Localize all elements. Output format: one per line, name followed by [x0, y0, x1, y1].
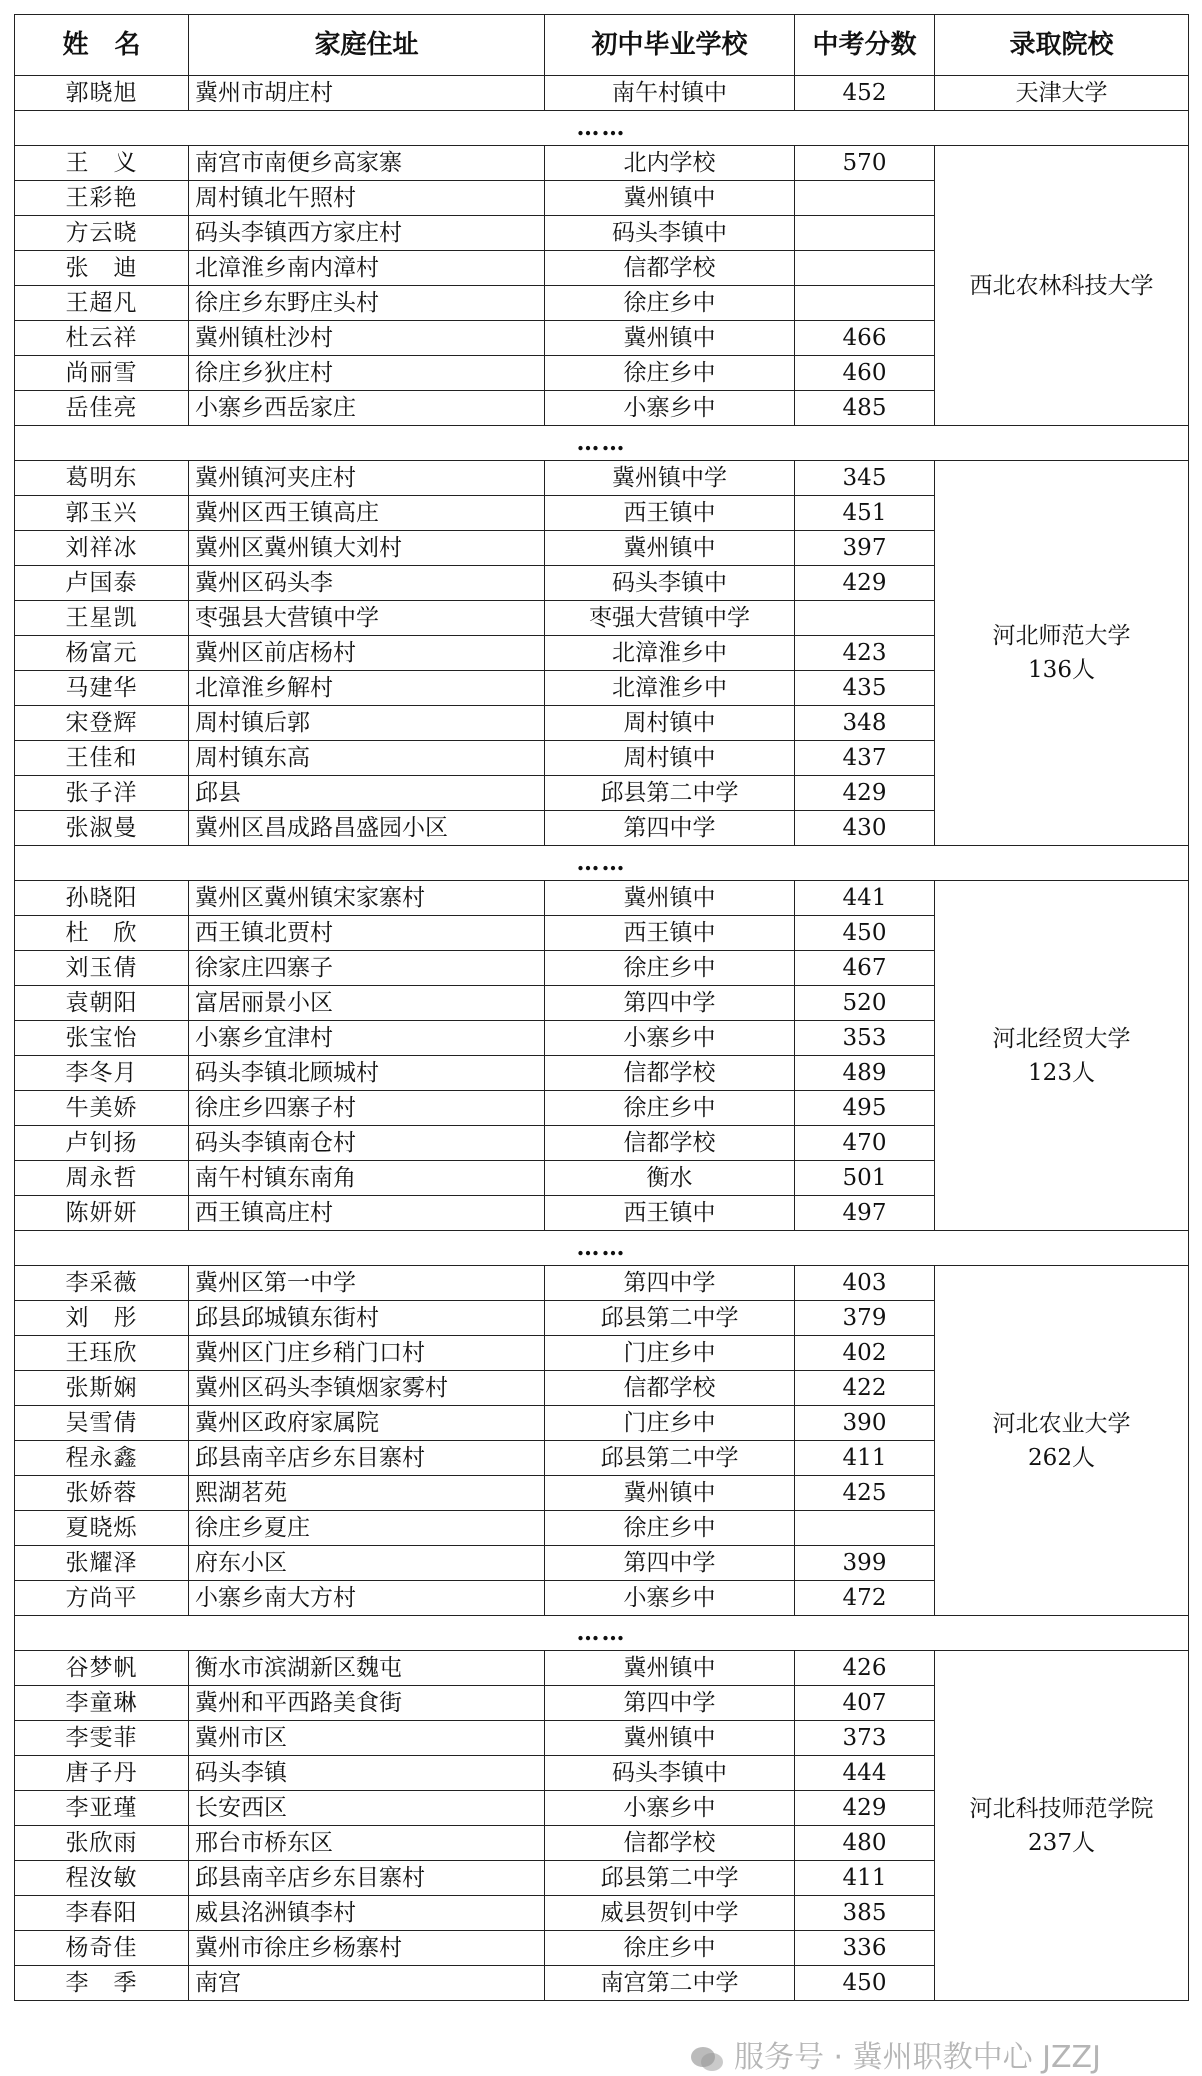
table-row — [15, 1266, 1189, 1301]
cell-address: 府东小区 — [189, 1546, 545, 1581]
cell-school: 南宫第二中学 — [545, 1966, 795, 2001]
cell-school: 小寨乡中 — [545, 1021, 795, 1056]
cell-name: 杜云祥 — [15, 321, 189, 356]
cell-score: 520 — [795, 986, 935, 1021]
cell-name: 杜 欣 — [15, 916, 189, 951]
cell-score: 441 — [795, 881, 935, 916]
cell-name: 谷梦帆 — [15, 1651, 189, 1686]
cell-university — [935, 881, 1189, 1231]
cell-school: 邱县第二中学 — [545, 1301, 795, 1336]
table-header-row — [15, 15, 1189, 76]
cell-score: 437 — [795, 741, 935, 776]
cell-name: 葛明东 — [15, 461, 189, 496]
cell-school: 冀州镇中 — [545, 1721, 795, 1756]
cell-name: 卢钊扬 — [15, 1126, 189, 1161]
cell-school: 冀州镇中 — [545, 1476, 795, 1511]
ellipsis-row — [15, 1231, 1189, 1266]
watermark-text: 服务号 · 冀州职教中心 JZZJ — [734, 2040, 1101, 2075]
cell-school: 门庄乡中 — [545, 1336, 795, 1371]
table-row — [15, 461, 1189, 496]
cell-score: 402 — [795, 1336, 935, 1371]
cell-score: 397 — [795, 531, 935, 566]
cell-name: 马建华 — [15, 671, 189, 706]
cell-score: 495 — [795, 1091, 935, 1126]
cell-name: 夏晓烁 — [15, 1511, 189, 1546]
cell-address: 码头李镇西方家庄村 — [189, 216, 545, 251]
university-name: 河北农业大学 — [992, 1410, 1131, 1437]
cell-address: 北漳淮乡南内漳村 — [189, 251, 545, 286]
cell-name: 袁朝阳 — [15, 986, 189, 1021]
cell-address: 北漳淮乡解村 — [189, 671, 545, 706]
cell-score: 423 — [795, 636, 935, 671]
cell-name: 郭晓旭 — [15, 76, 189, 111]
cell-name: 方尚平 — [15, 1581, 189, 1616]
cell-name: 李 季 — [15, 1966, 189, 2001]
cell-name: 张娇蓉 — [15, 1476, 189, 1511]
cell-name: 张欣雨 — [15, 1826, 189, 1861]
cell-address: 冀州区码头李 — [189, 566, 545, 601]
cell-address: 南午村镇东南角 — [189, 1161, 545, 1196]
university-name: 西北农林科技大学 — [969, 272, 1154, 299]
cell-name: 王星凯 — [15, 601, 189, 636]
cell-school: 徐庄乡中 — [545, 356, 795, 391]
table-row — [15, 881, 1189, 916]
cell-school: 邱县第二中学 — [545, 776, 795, 811]
cell-name: 刘 彤 — [15, 1301, 189, 1336]
cell-address: 冀州镇河夹庄村 — [189, 461, 545, 496]
cell-score: 426 — [795, 1651, 935, 1686]
cell-score: 429 — [795, 776, 935, 811]
cell-school: 第四中学 — [545, 986, 795, 1021]
ellipsis-row — [15, 426, 1189, 461]
cell-score: 466 — [795, 321, 935, 356]
cell-address: 熙湖茗苑 — [189, 1476, 545, 1511]
cell-address: 邱县 — [189, 776, 545, 811]
cell-name: 李亚瑾 — [15, 1791, 189, 1826]
cell-school: 南午村镇中 — [545, 76, 795, 111]
cell-score — [795, 286, 935, 321]
cell-address: 徐庄乡狄庄村 — [189, 356, 545, 391]
header-address: 家庭住址 — [189, 15, 545, 76]
university-count: 262人 — [1028, 1444, 1095, 1471]
cell-score: 467 — [795, 951, 935, 986]
ellipsis-cell: …… — [15, 846, 1189, 881]
cell-university — [935, 1266, 1189, 1616]
cell-score: 411 — [795, 1441, 935, 1476]
cell-school: 周村镇中 — [545, 706, 795, 741]
cell-address: 威县洺洲镇李村 — [189, 1896, 545, 1931]
cell-score: 451 — [795, 496, 935, 531]
cell-address: 冀州区昌成路昌盛园小区 — [189, 811, 545, 846]
cell-address: 南宫市南便乡高家寨 — [189, 146, 545, 181]
table-row — [15, 1651, 1189, 1686]
cell-name: 王 义 — [15, 146, 189, 181]
cell-name: 李童琳 — [15, 1686, 189, 1721]
cell-school: 徐庄乡中 — [545, 1931, 795, 1966]
cell-university — [935, 461, 1189, 846]
cell-address: 周村镇后郭 — [189, 706, 545, 741]
cell-school: 西王镇中 — [545, 496, 795, 531]
header-name: 姓 名 — [15, 15, 189, 76]
cell-score: 497 — [795, 1196, 935, 1231]
watermark — [690, 2032, 1101, 2076]
cell-name: 张宝怡 — [15, 1021, 189, 1056]
cell-address: 冀州镇杜沙村 — [189, 321, 545, 356]
cell-address: 徐庄乡四寨子村 — [189, 1091, 545, 1126]
cell-address: 邱县南辛店乡东目寨村 — [189, 1441, 545, 1476]
cell-name: 牛美娇 — [15, 1091, 189, 1126]
ellipsis-cell: …… — [15, 111, 1189, 146]
cell-address: 冀州区西王镇高庄 — [189, 496, 545, 531]
cell-school: 冀州镇中 — [545, 181, 795, 216]
cell-name: 李采薇 — [15, 1266, 189, 1301]
cell-address: 冀州区门庄乡稍门口村 — [189, 1336, 545, 1371]
cell-school: 冀州镇中 — [545, 531, 795, 566]
cell-school: 西王镇中 — [545, 1196, 795, 1231]
cell-name: 张 迪 — [15, 251, 189, 286]
cell-school: 冀州镇中 — [545, 881, 795, 916]
cell-name: 王超凡 — [15, 286, 189, 321]
cell-score: 435 — [795, 671, 935, 706]
cell-address: 冀州市徐庄乡杨寨村 — [189, 1931, 545, 1966]
cell-score: 345 — [795, 461, 935, 496]
cell-school: 徐庄乡中 — [545, 1091, 795, 1126]
cell-name: 张子洋 — [15, 776, 189, 811]
cell-name: 王彩艳 — [15, 181, 189, 216]
cell-school: 冀州镇中 — [545, 321, 795, 356]
cell-address: 小寨乡宜津村 — [189, 1021, 545, 1056]
cell-score: 379 — [795, 1301, 935, 1336]
cell-score: 489 — [795, 1056, 935, 1091]
cell-address: 周村镇北午照村 — [189, 181, 545, 216]
cell-address: 冀州市区 — [189, 1721, 545, 1756]
cell-address: 西王镇北贾村 — [189, 916, 545, 951]
cell-score: 472 — [795, 1581, 935, 1616]
cell-school: 邱县第二中学 — [545, 1861, 795, 1896]
cell-score: 429 — [795, 1791, 935, 1826]
cell-score: 353 — [795, 1021, 935, 1056]
cell-score — [795, 251, 935, 286]
cell-school: 北漳淮乡中 — [545, 671, 795, 706]
cell-school: 邱县第二中学 — [545, 1441, 795, 1476]
university-name: 河北科技师范学院 — [969, 1795, 1154, 1822]
ellipsis-cell: …… — [15, 1231, 1189, 1266]
admission-list-sheet — [14, 14, 1188, 2001]
cell-score: 460 — [795, 356, 935, 391]
cell-name: 王珏欣 — [15, 1336, 189, 1371]
cell-score: 444 — [795, 1756, 935, 1791]
cell-score: 470 — [795, 1126, 935, 1161]
cell-address: 冀州区冀州镇宋家寨村 — [189, 881, 545, 916]
cell-school: 信都学校 — [545, 1056, 795, 1091]
cell-score: 450 — [795, 916, 935, 951]
university-count: 123人 — [1028, 1059, 1095, 1086]
cell-school: 冀州镇中 — [545, 1651, 795, 1686]
cell-name: 唐子丹 — [15, 1756, 189, 1791]
cell-score: 407 — [795, 1686, 935, 1721]
cell-score — [795, 1511, 935, 1546]
header-score: 中考分数 — [795, 15, 935, 76]
cell-name: 李冬月 — [15, 1056, 189, 1091]
cell-address: 枣强县大营镇中学 — [189, 601, 545, 636]
cell-name: 卢国泰 — [15, 566, 189, 601]
cell-address: 码头李镇 — [189, 1756, 545, 1791]
cell-address: 徐庄乡东野庄头村 — [189, 286, 545, 321]
ellipsis-row — [15, 111, 1189, 146]
cell-school: 小寨乡中 — [545, 1791, 795, 1826]
cell-name: 岳佳亮 — [15, 391, 189, 426]
cell-name: 张淑曼 — [15, 811, 189, 846]
cell-school: 第四中学 — [545, 1686, 795, 1721]
cell-name: 周永哲 — [15, 1161, 189, 1196]
cell-address: 冀州区码头李镇烟家雾村 — [189, 1371, 545, 1406]
ellipsis-cell: …… — [15, 1616, 1189, 1651]
table-row — [15, 146, 1189, 181]
cell-score — [795, 181, 935, 216]
cell-score: 570 — [795, 146, 935, 181]
cell-address: 小寨乡西岳家庄 — [189, 391, 545, 426]
cell-score: 450 — [795, 1966, 935, 2001]
table-body — [15, 76, 1189, 2001]
cell-score: 501 — [795, 1161, 935, 1196]
cell-address: 富居丽景小区 — [189, 986, 545, 1021]
cell-address: 南宫 — [189, 1966, 545, 2001]
cell-address: 衡水市滨湖新区魏屯 — [189, 1651, 545, 1686]
cell-school: 码头李镇中 — [545, 216, 795, 251]
university-count: 237人 — [1028, 1829, 1095, 1856]
cell-name: 杨富元 — [15, 636, 189, 671]
cell-name: 刘祥冰 — [15, 531, 189, 566]
cell-school: 冀州镇中学 — [545, 461, 795, 496]
cell-score: 425 — [795, 1476, 935, 1511]
cell-school: 小寨乡中 — [545, 1581, 795, 1616]
cell-school: 西王镇中 — [545, 916, 795, 951]
cell-school: 小寨乡中 — [545, 391, 795, 426]
university-name: 天津大学 — [1015, 80, 1108, 106]
cell-address: 冀州区政府家属院 — [189, 1406, 545, 1441]
cell-address: 冀州区冀州镇大刘村 — [189, 531, 545, 566]
cell-school: 徐庄乡中 — [545, 951, 795, 986]
university-name: 河北经贸大学 — [992, 1025, 1131, 1052]
cell-address: 西王镇高庄村 — [189, 1196, 545, 1231]
cell-score: 336 — [795, 1931, 935, 1966]
cell-name: 陈妍妍 — [15, 1196, 189, 1231]
cell-university — [935, 1651, 1189, 2001]
cell-address: 邱县邱城镇东街村 — [189, 1301, 545, 1336]
cell-address: 周村镇东高 — [189, 741, 545, 776]
cell-name: 方云晓 — [15, 216, 189, 251]
university-name: 河北师范大学 — [992, 623, 1131, 649]
table-row — [15, 76, 1189, 111]
cell-school: 信都学校 — [545, 1826, 795, 1861]
cell-name: 郭玉兴 — [15, 496, 189, 531]
header-school: 初中毕业学校 — [545, 15, 795, 76]
cell-score: 348 — [795, 706, 935, 741]
cell-school: 衡水 — [545, 1161, 795, 1196]
cell-school: 第四中学 — [545, 811, 795, 846]
cell-address: 冀州市胡庄村 — [189, 76, 545, 111]
cell-name: 张耀泽 — [15, 1546, 189, 1581]
cell-score: 373 — [795, 1721, 935, 1756]
cell-name: 吴雪倩 — [15, 1406, 189, 1441]
ellipsis-row — [15, 846, 1189, 881]
cell-address: 冀州区第一中学 — [189, 1266, 545, 1301]
cell-score: 452 — [795, 76, 935, 111]
university-count: 136人 — [1028, 657, 1095, 683]
cell-name: 张斯娴 — [15, 1371, 189, 1406]
cell-score: 385 — [795, 1896, 935, 1931]
admission-table — [14, 14, 1189, 2001]
cell-score: 480 — [795, 1826, 935, 1861]
cell-school: 信都学校 — [545, 1371, 795, 1406]
cell-school: 北内学校 — [545, 146, 795, 181]
cell-address: 邱县南辛店乡东目寨村 — [189, 1861, 545, 1896]
cell-name: 宋登辉 — [15, 706, 189, 741]
cell-school: 第四中学 — [545, 1546, 795, 1581]
cell-school: 北漳淮乡中 — [545, 636, 795, 671]
ellipsis-cell: …… — [15, 426, 1189, 461]
cell-score — [795, 601, 935, 636]
cell-score: 399 — [795, 1546, 935, 1581]
cell-school: 门庄乡中 — [545, 1406, 795, 1441]
cell-address: 冀州和平西路美食街 — [189, 1686, 545, 1721]
cell-name: 尚丽雪 — [15, 356, 189, 391]
cell-school: 码头李镇中 — [545, 566, 795, 601]
cell-school: 信都学校 — [545, 1126, 795, 1161]
cell-school: 第四中学 — [545, 1266, 795, 1301]
cell-school: 枣强大营镇中学 — [545, 601, 795, 636]
cell-name: 孙晓阳 — [15, 881, 189, 916]
cell-score: 411 — [795, 1861, 935, 1896]
cell-school: 码头李镇中 — [545, 1756, 795, 1791]
cell-school: 徐庄乡中 — [545, 286, 795, 321]
cell-address: 码头李镇南仓村 — [189, 1126, 545, 1161]
cell-address: 长安西区 — [189, 1791, 545, 1826]
cell-score: 403 — [795, 1266, 935, 1301]
cell-address: 徐庄乡夏庄 — [189, 1511, 545, 1546]
cell-name: 杨奇佳 — [15, 1931, 189, 1966]
cell-score — [795, 216, 935, 251]
wechat-icon — [690, 2046, 724, 2072]
cell-name: 王佳和 — [15, 741, 189, 776]
header-university: 录取院校 — [935, 15, 1189, 76]
cell-score: 430 — [795, 811, 935, 846]
cell-score: 390 — [795, 1406, 935, 1441]
cell-name: 李雯菲 — [15, 1721, 189, 1756]
cell-school: 威县贺钊中学 — [545, 1896, 795, 1931]
cell-school: 周村镇中 — [545, 741, 795, 776]
cell-name: 李春阳 — [15, 1896, 189, 1931]
cell-score: 429 — [795, 566, 935, 601]
cell-university — [935, 146, 1189, 426]
cell-score: 422 — [795, 1371, 935, 1406]
cell-score: 485 — [795, 391, 935, 426]
cell-name: 程汝敏 — [15, 1861, 189, 1896]
cell-address: 徐家庄四寨子 — [189, 951, 545, 986]
cell-address: 邢台市桥东区 — [189, 1826, 545, 1861]
cell-name: 刘玉倩 — [15, 951, 189, 986]
cell-address: 冀州区前店杨村 — [189, 636, 545, 671]
ellipsis-row — [15, 1616, 1189, 1651]
cell-name: 程永鑫 — [15, 1441, 189, 1476]
cell-address: 码头李镇北顾城村 — [189, 1056, 545, 1091]
cell-school: 徐庄乡中 — [545, 1511, 795, 1546]
cell-university — [935, 76, 1189, 111]
cell-school: 信都学校 — [545, 251, 795, 286]
cell-address: 小寨乡南大方村 — [189, 1581, 545, 1616]
